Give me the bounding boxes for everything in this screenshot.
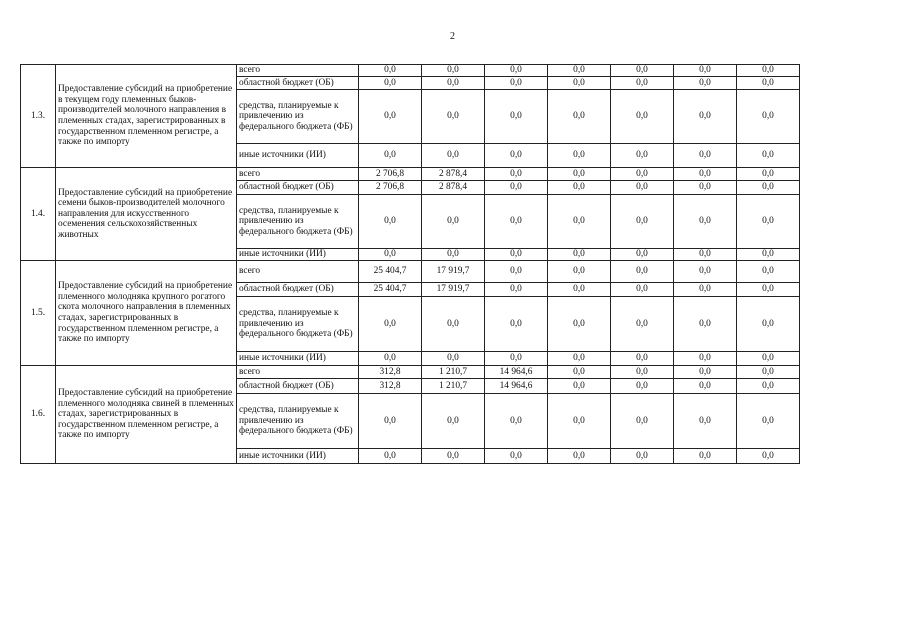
value-cell: 25 404,7 [359, 261, 422, 283]
table-row [21, 366, 800, 379]
value-cell: 0,0 [422, 249, 485, 261]
value-cell: 0,0 [737, 77, 800, 90]
value-cell: 0,0 [737, 394, 800, 449]
value-cell: 0,0 [485, 261, 548, 283]
value-cell: 0,0 [359, 352, 422, 366]
value-cell: 0,0 [548, 65, 611, 77]
value-cell: 0,0 [737, 181, 800, 195]
value-cell: 0,0 [548, 379, 611, 394]
value-cell: 0,0 [737, 283, 800, 297]
funding-source: иные источники (ИИ) [237, 352, 359, 366]
value-cell: 0,0 [611, 449, 674, 464]
value-cell: 0,0 [422, 77, 485, 90]
value-cell: 2 878,4 [422, 168, 485, 181]
value-cell: 0,0 [359, 449, 422, 464]
value-cell: 0,0 [611, 144, 674, 168]
value-cell: 2 878,4 [422, 181, 485, 195]
value-cell: 0,0 [611, 261, 674, 283]
funding-source: средства, планируемые к привлечению из федерального бюджета (ФБ) [237, 297, 359, 352]
measure-name: Предоставление субсидий на приобретение племенного молодняка свиней в племенных стадах, зарегистрированных в государственном племенном регистре, а также по импорту [56, 366, 237, 464]
funding-source: средства, планируемые к привлечению из федерального бюджета (ФБ) [237, 90, 359, 144]
value-cell: 0,0 [674, 249, 737, 261]
value-cell: 0,0 [611, 168, 674, 181]
funding-source: иные источники (ИИ) [237, 449, 359, 464]
value-cell: 0,0 [422, 297, 485, 352]
funding-source: областной бюджет (ОБ) [237, 379, 359, 394]
value-cell: 0,0 [359, 297, 422, 352]
row-number: 1.6. [21, 366, 56, 464]
value-cell: 0,0 [485, 90, 548, 144]
value-cell: 0,0 [422, 65, 485, 77]
value-cell: 0,0 [737, 90, 800, 144]
funding-source: областной бюджет (ОБ) [237, 181, 359, 195]
measure-name: Предоставление субсидий на приобретение в текущем году племенных быков-производителей молочного направления в племенных стадах, зарегистрированных в государственном племенном регистре, а также по импорту [56, 65, 237, 168]
value-cell: 17 919,7 [422, 283, 485, 297]
value-cell: 0,0 [737, 379, 800, 394]
value-cell: 0,0 [737, 195, 800, 249]
value-cell: 0,0 [674, 77, 737, 90]
value-cell: 0,0 [674, 144, 737, 168]
value-cell: 25 404,7 [359, 283, 422, 297]
value-cell: 0,0 [737, 144, 800, 168]
value-cell: 0,0 [548, 261, 611, 283]
value-cell: 2 706,8 [359, 168, 422, 181]
value-cell: 0,0 [737, 65, 800, 77]
row-number: 1.4. [21, 168, 56, 261]
value-cell: 0,0 [611, 65, 674, 77]
value-cell: 0,0 [548, 366, 611, 379]
value-cell: 0,0 [674, 283, 737, 297]
value-cell: 0,0 [611, 77, 674, 90]
value-cell: 0,0 [737, 352, 800, 366]
table-row [21, 65, 800, 77]
funding-source: всего [237, 261, 359, 283]
funding-source: иные источники (ИИ) [237, 249, 359, 261]
value-cell: 0,0 [422, 394, 485, 449]
value-cell: 0,0 [485, 181, 548, 195]
value-cell: 0,0 [737, 366, 800, 379]
value-cell: 0,0 [674, 181, 737, 195]
value-cell: 0,0 [485, 297, 548, 352]
value-cell: 0,0 [674, 449, 737, 464]
value-cell: 0,0 [611, 90, 674, 144]
value-cell: 14 964,6 [485, 379, 548, 394]
value-cell: 0,0 [548, 249, 611, 261]
value-cell: 0,0 [485, 77, 548, 90]
value-cell: 0,0 [485, 195, 548, 249]
table-row [21, 168, 800, 181]
value-cell: 0,0 [359, 90, 422, 144]
funding-source: иные источники (ИИ) [237, 144, 359, 168]
value-cell: 0,0 [737, 249, 800, 261]
funding-source: областной бюджет (ОБ) [237, 283, 359, 297]
value-cell: 0,0 [422, 449, 485, 464]
value-cell: 0,0 [422, 195, 485, 249]
value-cell: 312,8 [359, 379, 422, 394]
value-cell: 0,0 [485, 352, 548, 366]
value-cell: 0,0 [422, 144, 485, 168]
value-cell: 0,0 [674, 297, 737, 352]
value-cell: 0,0 [674, 394, 737, 449]
row-number: 1.3. [21, 65, 56, 168]
value-cell: 1 210,7 [422, 366, 485, 379]
value-cell: 0,0 [737, 297, 800, 352]
value-cell: 0,0 [548, 168, 611, 181]
value-cell: 0,0 [359, 144, 422, 168]
funding-source: всего [237, 366, 359, 379]
funding-source: средства, планируемые к привлечению из федерального бюджета (ФБ) [237, 195, 359, 249]
value-cell: 0,0 [485, 65, 548, 77]
value-cell: 0,0 [674, 90, 737, 144]
value-cell: 0,0 [548, 394, 611, 449]
value-cell: 0,0 [485, 449, 548, 464]
table-body [21, 65, 800, 464]
value-cell: 14 964,6 [485, 366, 548, 379]
value-cell: 0,0 [611, 366, 674, 379]
value-cell: 0,0 [485, 394, 548, 449]
value-cell: 0,0 [548, 77, 611, 90]
value-cell: 0,0 [548, 181, 611, 195]
value-cell: 0,0 [485, 144, 548, 168]
value-cell: 0,0 [611, 379, 674, 394]
row-number: 1.5. [21, 261, 56, 366]
funding-source: всего [237, 65, 359, 77]
value-cell: 0,0 [548, 297, 611, 352]
value-cell: 0,0 [674, 366, 737, 379]
measure-name: Предоставление субсидий на приобретение семени быков-производителей молочного направления для искусственного осеменения сельскохозяйственных животных [56, 168, 237, 261]
value-cell: 0,0 [548, 90, 611, 144]
value-cell: 0,0 [548, 283, 611, 297]
value-cell: 0,0 [548, 195, 611, 249]
value-cell: 0,0 [674, 352, 737, 366]
funding-source: областной бюджет (ОБ) [237, 77, 359, 90]
value-cell: 0,0 [548, 144, 611, 168]
funding-source: средства, планируемые к привлечению из федерального бюджета (ФБ) [237, 394, 359, 449]
value-cell: 0,0 [485, 168, 548, 181]
value-cell: 0,0 [548, 449, 611, 464]
value-cell: 0,0 [359, 77, 422, 90]
value-cell: 0,0 [611, 195, 674, 249]
value-cell: 0,0 [485, 283, 548, 297]
value-cell: 0,0 [674, 261, 737, 283]
value-cell: 0,0 [737, 449, 800, 464]
value-cell: 0,0 [611, 283, 674, 297]
value-cell: 0,0 [611, 249, 674, 261]
value-cell: 1 210,7 [422, 379, 485, 394]
value-cell: 0,0 [611, 394, 674, 449]
value-cell: 0,0 [674, 379, 737, 394]
value-cell: 0,0 [359, 65, 422, 77]
value-cell: 0,0 [611, 297, 674, 352]
value-cell: 0,0 [422, 90, 485, 144]
value-cell: 0,0 [359, 249, 422, 261]
value-cell: 0,0 [485, 249, 548, 261]
value-cell: 0,0 [359, 394, 422, 449]
value-cell: 0,0 [359, 195, 422, 249]
subsidy-table [20, 64, 800, 464]
value-cell: 2 706,8 [359, 181, 422, 195]
value-cell: 0,0 [611, 181, 674, 195]
value-cell: 0,0 [548, 352, 611, 366]
value-cell: 0,0 [737, 261, 800, 283]
funding-source: всего [237, 168, 359, 181]
value-cell: 0,0 [611, 352, 674, 366]
value-cell: 0,0 [674, 195, 737, 249]
page-number: 2 [450, 31, 455, 42]
value-cell: 17 919,7 [422, 261, 485, 283]
value-cell: 0,0 [737, 168, 800, 181]
value-cell: 0,0 [674, 65, 737, 77]
value-cell: 0,0 [674, 168, 737, 181]
table-row [21, 261, 800, 283]
value-cell: 312,8 [359, 366, 422, 379]
measure-name: Предоставление субсидий на приобретение племенного молодняка крупного рогатого скота молочного направления в племенных стадах, зарегистрированных в государственном племенном регистре, а также по импорту [56, 261, 237, 366]
value-cell: 0,0 [422, 352, 485, 366]
